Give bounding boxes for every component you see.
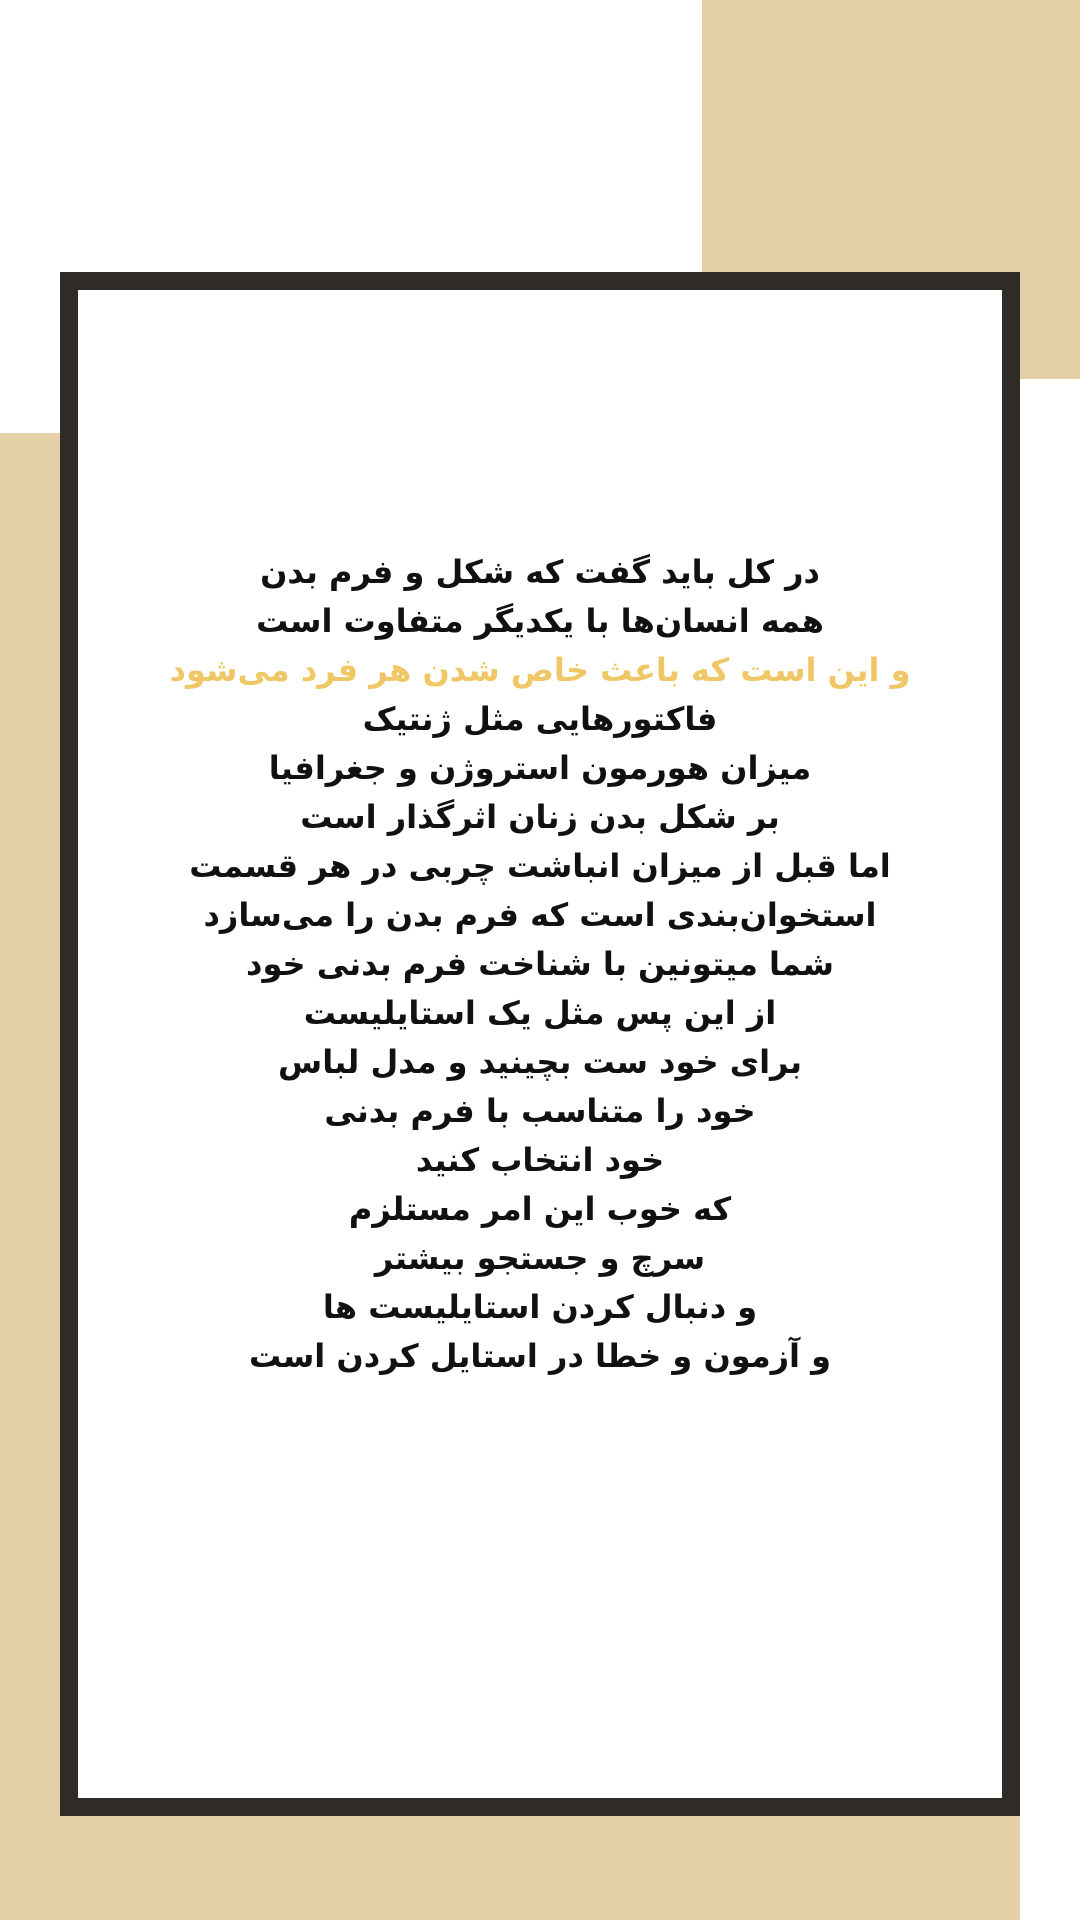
text-line: از این پس مثل یک استایلیست — [303, 994, 777, 1032]
text-line: بر شکل بدن زنان اثرگذار است — [300, 798, 780, 836]
text-line: برای خود ست بچینید و مدل لباس — [278, 1043, 802, 1081]
text-line: خود انتخاب کنید — [415, 1141, 665, 1179]
text-line: فاکتورهایی مثل ژنتیک — [362, 700, 718, 738]
text-line: خود را متناسب با فرم بدنی — [324, 1092, 756, 1130]
text-line: که خوب این امر مستلزم — [348, 1190, 732, 1228]
text-line: میزان هورمون استروژن و جغرافیا — [268, 749, 812, 787]
text-line: و دنبال کردن استایلیست ها — [322, 1288, 758, 1326]
text-line: شما میتونین با شناخت فرم بدنی خود — [246, 945, 834, 983]
text-line: استخوان‌بندی است که فرم بدن را می‌سازد — [203, 896, 877, 934]
text-line: همه انسان‌ها با یکدیگر متفاوت است — [256, 602, 824, 640]
highlighted-text-line: و این است که باعث خاص شدن هر فرد می‌شود — [169, 651, 911, 689]
text-line: سرچ و جستجو بیشتر — [374, 1239, 706, 1277]
decorative-block-bottom — [0, 1812, 1020, 1920]
text-line: اما قبل از میزان انباشت چربی در هر قسمت — [189, 847, 891, 885]
text-line: در کل باید گفت که شکل و فرم بدن — [260, 553, 820, 591]
body-text — [146, 548, 934, 1381]
text-line: و آزمون و خطا در استایل کردن است — [248, 1337, 832, 1375]
